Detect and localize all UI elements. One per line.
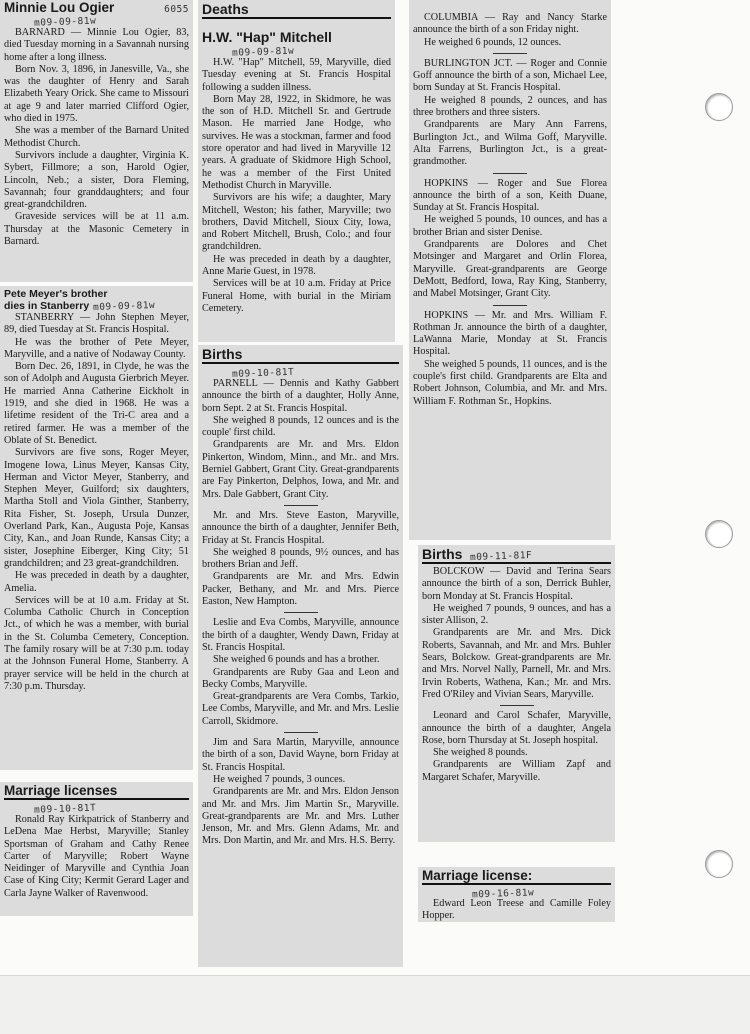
births-clipping [198,345,403,967]
obituary-paragraph: Services will be at 10 a.m. Friday at Price Funeral Home, with burial in the Miriam Cemetery. [202,278,391,314]
birth-announcement: Grandparents are Mary Ann Farrens, Burlington Jct., and Wilma Goff, Maryville. Alta Farrens, Burlington Jct., is a great-grandmother. [413,119,607,168]
birth-announcement: He weighed 7 pounds, 9 ounces, and has a sister Allison, 2. [422,602,611,627]
section-title: Marriage licenses [4,782,189,800]
reference-number: 6055 [164,4,189,15]
handwritten-date-note: m09-09-81w [231,45,295,59]
separator-rule [284,612,318,613]
handwritten-date-note: m09-11-81F [470,549,533,564]
separator-rule [284,732,318,733]
birth-announcement: She weighed 8 pounds, 12 ounces and is the couple' first child. [202,414,399,439]
separator-rule [493,53,527,54]
birth-announcement: PARNELL — Dennis and Kathy Gabbert announce the birth of a daughter, Holly Anne, born Sept. 2 at St. Francis Hospital. [202,378,399,414]
deaths-mitchell-clipping [198,0,395,342]
birth-announcement: He weighed 8 pounds, 2 ounces, and has three brothers and three sisters. [413,94,607,119]
birth-announcement: Mr. and Mrs. Steve Easton, Maryville, announce the birth of a daughter, Jennifer Beth, Friday at St. Francis Hospital. [202,509,399,546]
birth-announcement: Leslie and Eva Combs, Maryville, announce the birth of a daughter, Wendy Dawn, Friday at St. Francis Hospital. [202,617,399,653]
handwritten-date-note: m09-16-81w [471,887,535,901]
obituary-headline: Pete Meyer's brother [4,288,108,300]
obituary-paragraph: Born May 28, 1922, in Skidmore, he was the son of H.D. Mitchell Sr. and Gertrude Mason. He married Jane Hodge, who survives. He was a stockman, farmer and food store operator and had lived in Maryville 12 years. A graduate of Skidmore High School, he was a member of the First United Methodist Church in Maryville. [202,93,391,191]
obituary-paragraph: Survivors are five sons, Roger Meyer, Imogene Iowa, Linus Meyer, Kansas City, Herman and Victor Meyer, Stanberry, and Stephen Meyer, Guilford; six daughters, Martha Stoll and Viola Ginther, Stanberry, Rita Fisher, St. Joseph, Ursula Dunzer, Overland Park, Kan., Augusta Poje, Kansas City, Kan., and Joan Runde, Kansas City; a sister, Josephine Eiberger, King City; 51 grandchildren; and 23 great-grandchildren. [4,447,189,569]
obituary-paragraph: H.W. "Hap" Mitchell, 59, Maryville, died Tuesday evening at St. Francis Hospital following a sudden illness. [202,57,391,93]
birth-announcement: Grandparents are Mr. and Mrs. Edwin Packer, Bethany, and Mr. and Mrs. Pierce Easton, New Hampton. [202,571,399,608]
birth-announcement: Great-grandparents are Vera Combs, Tarkio, Lee Combs, Maryville, and Mr. and Mrs. Leslie Carroll, Skidmore. [202,691,399,727]
separator-rule [500,705,534,706]
obituary-paragraph: She was a member of the Barnard United Methodist Church. [4,125,189,149]
section-title: Births [422,546,463,562]
binder-hole [705,93,733,121]
birth-announcement: She weighed 8 pounds. [433,747,528,759]
birth-announcement: She weighed 8 pounds, 9½ ounces, and has brothers Brian and Jeff. [202,546,399,571]
birth-announcement: Jim and Sara Martin, Maryville, announce the birth of a son, David Wayne, born Friday at St. Francis Hospital. [202,737,399,773]
obituary-headline: H.W. "Hap" Mitchell [202,29,332,45]
binder-hole [705,850,733,878]
marriage-license-text: Edward Leon Treese and Camille Foley Hopper. [422,898,611,922]
birth-announcement: He weighed 7 pounds, 3 ounces. [213,773,346,785]
obituary-paragraph: Graveside services will be at 11 a.m. Thursday at the Masonic Cemetery in Barnard. [4,211,189,248]
marriage-license-list: Ronald Ray Kirkpatrick of Stanberry and LeDena Mae Herbst, Maryville; Stanley Sportsman of Graham and Cathy Renee Carter of Maryville; Robert Wayne Neidinger of Maryville and Cynthia Joan Case of King City; Kermit Gerard Lager and Carla Jayne Walker of Ravenwood. [4,814,189,899]
birth-announcement: COLUMBIA — Ray and Nancy Starke announce the birth of a son Friday night. [413,12,607,36]
section-title: Deaths [202,0,391,19]
page-bottom-margin [0,975,750,1034]
obituary-paragraph: Services will be at 10 a.m. Friday at St. Columba Catholic Church in Conception Jct., of which he was a member, with burial in the St. Columba Cemetery, Conception. The family rosary will be at 7:30 p.m. today at the Johnson Funeral Home, Stanberry. A prayer service will be held in the church at 7:30 p.m. Thursday. [4,594,189,692]
birth-announcement: Leonard and Carol Schafer, Maryville, announce the birth of a daughter, Angela Rose, born Thursday at St. Joseph hospital. [422,710,611,746]
obituary-paragraph: Survivors are his wife; a daughter, Mary Mitchell, Weston; his father, Maryville; two brothers, David Mitchell, Sioux City, Iowa, and Robert Mitchell, Brush, Colo.; and four grandchildren. [202,192,391,253]
births-second-clipping [418,545,615,842]
section-title: Births [202,345,399,364]
birth-announcement: BOLCKOW — David and Terina Sears announce the birth of a son, Derrick Buhler, born Monday at St. Francis Hospital. [422,566,611,602]
obituary-headline: Minnie Lou Ogier [4,0,115,15]
section-title: Marriage license: [422,867,611,885]
birth-announcement: She weighed 5 pounds, 11 ounces, and is the couple's first child. Grandparents are Elta and Robert Johnson, Columbia, and Mr. and Mrs. William F. Rothman Sr., Hopkins. [413,358,607,407]
birth-announcement: Grandparents are Mr. and Mrs. Dick Roberts, Savannah, and Mr. and Mrs. Buhler Sears, Bolckow. Great-grandparents are Mr. and Mrs. Norvel Nally, Parnell, Mr. and Mrs. Irvin Roberts, Wathena, Kan.; Mr. and Mrs. Fred O'Riley and Vivian Sears, Maryville. [422,627,611,700]
handwritten-date-note: m09-09-81w [93,299,156,314]
birth-announcement: He weighed 5 pounds, 10 ounces, and has a brother Brian and sister Denise. [413,214,607,238]
birth-announcement: Grandparents are Dolores and Chet Motsinger and Margaret and Orlin Florea, Maryville. Great-grandparents are George DeMott, Bedford, Iowa, Ray King, Stanberry, and Mabel Motsinger, Grant City. [413,239,607,300]
handwritten-date-note: m09-09-81w [33,15,97,29]
marriage-license-clipping [418,867,615,922]
binder-hole [705,520,733,548]
birth-announcement: HOPKINS — Roger and Sue Florea announce the birth of a son, Keith Duane, Sunday at St. Francis Hospital. [413,177,607,214]
obituary-paragraph: Survivors include a daughter, Virginia K. Sybert, Fillmore; a son, Harold Ogier, Lincoln, Neb.; a sister, Dora Fleming, Savannah; four granddaughters; and four great-grandchildren. [4,149,189,211]
birth-announcement: HOPKINS — Mr. and Mrs. William F. Rothman Jr. announce the birth of a daughter, LaWanna Marie, Monday at St. Francis Hospital. [413,309,607,358]
obituary-paragraph: STANBERRY — John Stephen Meyer, 89, died Tuesday at St. Francis Hospital. [4,312,189,336]
marriage-licenses-clipping [0,782,193,916]
obituary-paragraph: He was the brother of Pete Meyer, Maryville, and a native of Nodaway County. [4,336,189,360]
births-continued-clipping [409,0,611,540]
handwritten-date-note: m09-10-81T [33,802,97,816]
obituary-paragraph: BARNARD — Minnie Lou Ogier, 83, died Tuesday morning in a Savannah nursing home after a long illness. [4,27,189,63]
birth-announcement: BURLINGTON JCT. — Roger and Connie Goff announce the birth of a son, Michael Lee, born Sunday at St. Francis Hospital. [413,57,607,94]
birth-announcement: Grandparents are Mr. and Mrs. Eldon Jenson and Mr. and Mrs. Jim Martin Sr., Maryville. Great-grandparents are Mr. and Mrs. Luther Jenson, Mr. and Mrs. Glenn Adams, Mr. and Mrs. Don Martin, and Mr. and Mrs. H.S. Berry. [202,786,399,847]
birth-announcement: Grandparents are William Zapf and Margaret Schafer, Maryville. [422,759,611,783]
handwritten-date-note: m09-10-81T [231,366,295,380]
obituary-paragraph: Born Dec. 26, 1891, in Clyde, he was the son of Adolph and Augusta Gierbrich Meyer. He married Anna Catherine Eickholt in 1919, and she died in 1968. He was a lifetime resident of the Tri-C area and a retired farmer. He was a member of the Oblate of St. Benedict. [4,361,189,446]
birth-announcement: She weighed 6 pounds and has a brother. [213,654,380,666]
birth-announcement: Grandparents are Mr. and Mrs. Eldon Pinkerton, Windom, Minn., and Mr.. and Mrs. Berniel Gabbert, Grant City. Great-grandparents are Fay Pinkerton, Delphos, Iowa, and Mr. and Mrs. Dale Gabbert, Grant City. [202,439,399,500]
obituary-paragraph: Born Nov. 3, 1896, in Janesville, Va., she was the daughter of Henry and Sarah Elizabeth Yeary Orick. She came to Missouri at age 9 and later married Clifford Ogier, who died in 1975. [4,63,189,125]
separator-rule [493,173,527,174]
obituary-meyer-clipping [0,286,193,770]
obituary-subheadline: dies in Stanberry [4,300,90,312]
birth-announcement: He weighed 6 pounds, 12 ounces. [424,36,562,48]
separator-rule [493,305,527,306]
obituary-paragraph: He was preceded in death by a daughter, Anne Marie Guest, in 1978. [202,253,391,278]
birth-announcement: Grandparents are Ruby Gaa and Leon and Becky Combs, Maryville. [202,666,399,690]
obituary-paragraph: He was preceded in death by a daughter, Amelia. [4,570,189,594]
obituary-ogier-clipping [0,0,193,282]
separator-rule [284,505,318,506]
